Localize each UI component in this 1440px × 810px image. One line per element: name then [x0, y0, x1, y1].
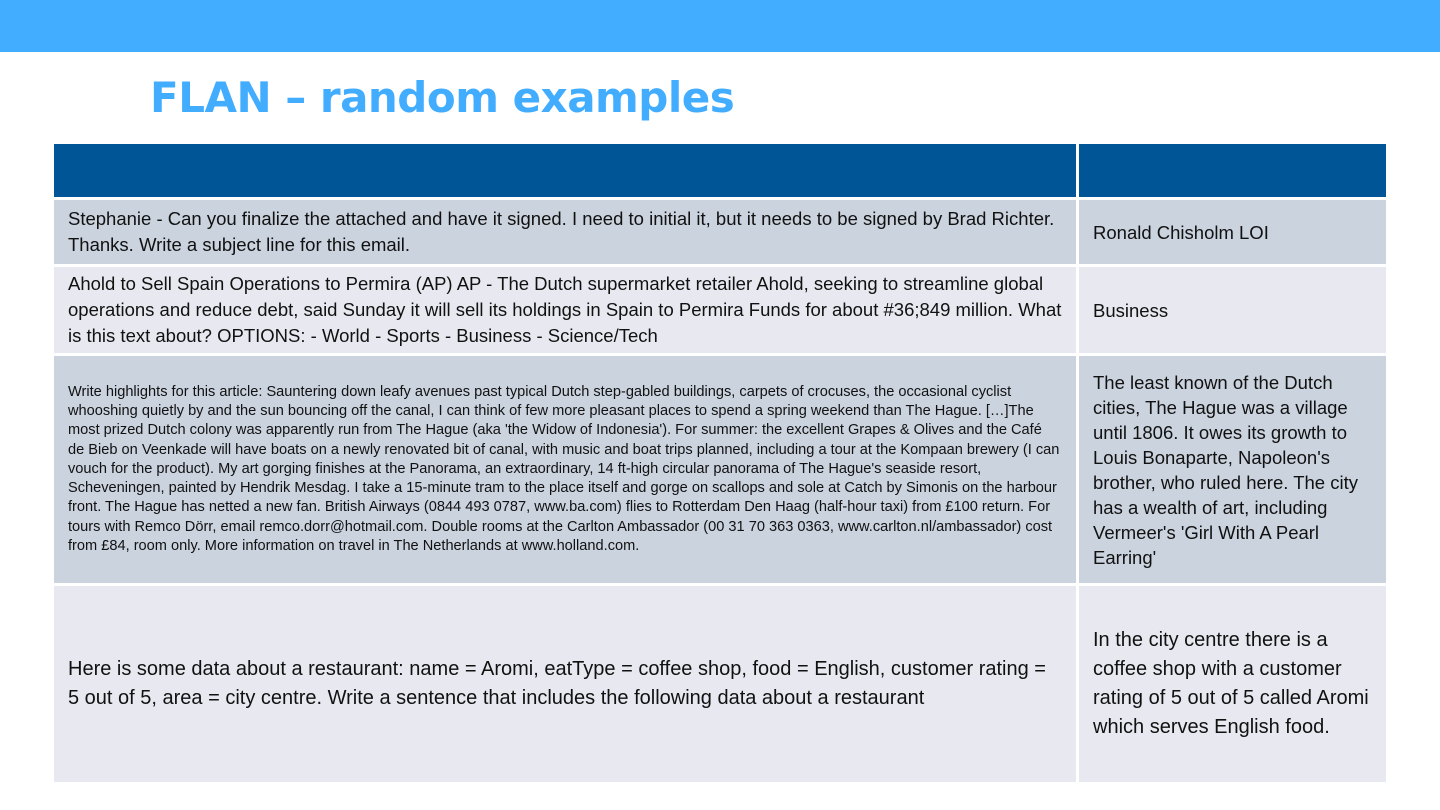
table-header-row — [54, 144, 1386, 197]
input-cell: Write highlights for this article: Sauntering down leafy avenues past typical Dutch step-gabled buildings, carpets of crocuses, the occasional cyclist whooshing quietly by and the sun bouncing off the canal, I can think of few more pleasant places to spend a spring weekend than The Hague. […]The most prized Dutch colony was apparently run from The Hague (aka 'the Widow of Indonesia'). For summer: the excellent Grapes & Olives and the Café de Bieb on Veenkade will have boats on a newly renovated bit of canal, with music and boat trips planned, including a tour at the Kompaan brewery (I can vouch for the product). My art gorging finishes at the Panorama, an extraordinary, 14 ft-high circular panorama of The Hague's seaside resort, Scheveningen, painted by Hendrik Mesdag. I take a 15-minute tram to the place itself and gorge on scallops and sole at Catch by Simonis on the harbour front. The Hague has netted a new fan. British Airways (0844 493 0787, www.ba.com) flies to Rotterdam Den Haag (half-hour taxi) from £100 return. For tours with Remco Dörr, email remco.dorr@hotmail.com. Double rooms at the Carlton Ambassador (00 31 70 363 0363, www.carlton.nl/ambassador) cost from £84, room only. More information on travel in The Netherlands at www.holland.com. — [54, 356, 1076, 583]
output-cell: Ronald Chisholm LOI — [1079, 200, 1386, 264]
slide-title: FLAN – random examples — [150, 73, 735, 122]
header-cell-input — [54, 144, 1076, 197]
header-cell-output — [1079, 144, 1386, 197]
output-cell: The least known of the Dutch cities, The Hague was a village until 1806. It owes its growth to Louis Bonaparte, Napoleon's brother, who ruled here. The city has a wealth of art, including Vermeer's 'Girl With A Pearl Earring' — [1079, 356, 1386, 583]
table-row — [54, 200, 1386, 264]
input-cell: Ahold to Sell Spain Operations to Permira (AP) AP - The Dutch supermarket retailer Ahold, seeking to streamline global operations and reduce debt, said Sunday it will sell its holdings in Spain to Permira Funds for about #36;849 million. What is this text about? OPTIONS: - World - Sports - Business - Science/Tech — [54, 267, 1076, 353]
examples-table — [54, 144, 1386, 785]
input-cell: Stephanie - Can you finalize the attached and have it signed. I need to initial it, but it needs to be signed by Brad Richter. Thanks. Write a subject line for this email. — [54, 200, 1076, 264]
top-accent-bar — [0, 0, 1440, 52]
output-cell: Business — [1079, 267, 1386, 353]
input-cell: Here is some data about a restaurant: name = Aromi, eatType = coffee shop, food = English, customer rating = 5 out of 5, area = city centre. Write a sentence that includes the following data about a restaurant — [54, 586, 1076, 782]
table-row — [54, 356, 1386, 583]
table-row — [54, 586, 1386, 782]
output-cell: In the city centre there is a coffee shop with a customer rating of 5 out of 5 called Aromi which serves English food. — [1079, 586, 1386, 782]
table-row — [54, 267, 1386, 353]
